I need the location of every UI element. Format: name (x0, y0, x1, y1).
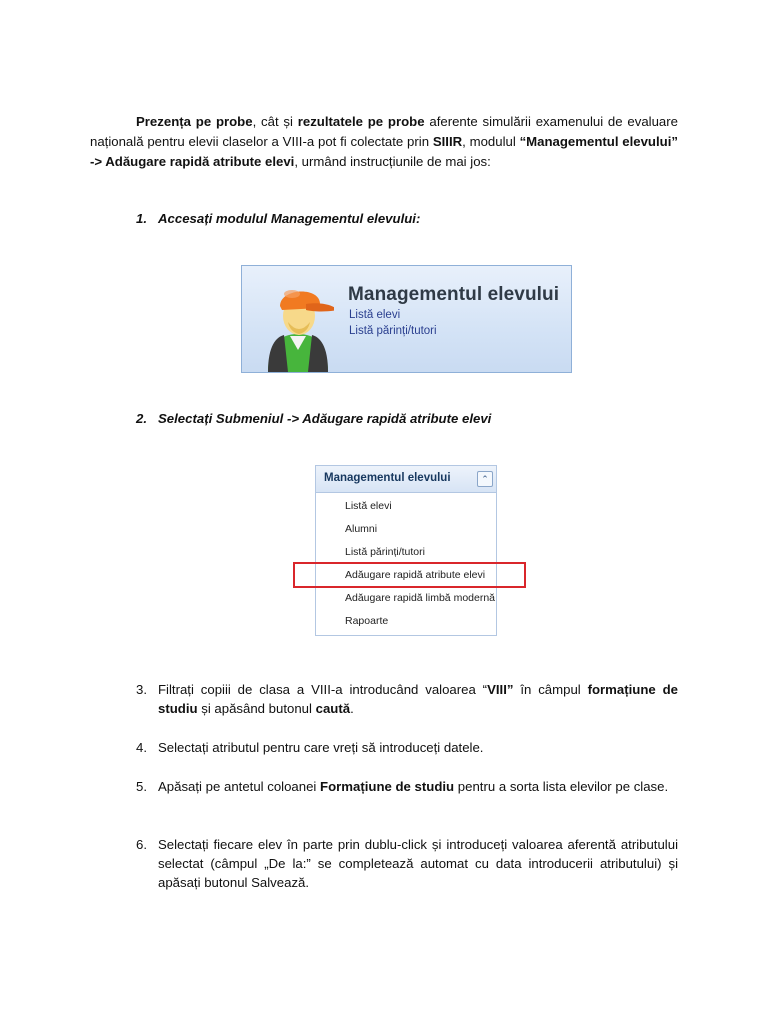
step-5-text: pentru a sorta lista elevilor pe clase. (454, 779, 669, 794)
highlight-box (293, 562, 526, 588)
step-3-bold-field: formațiune de studiu (158, 682, 678, 716)
step-number: 1. (136, 211, 147, 226)
module-title[interactable]: Managementul elevului (348, 284, 560, 305)
intro-bold-presence: Prezența pe probe (136, 114, 253, 129)
intro-text: , cât și (252, 114, 298, 129)
menu-item-reports[interactable]: Rapoarte (345, 615, 389, 627)
step-number: 2. (136, 411, 147, 426)
step-5-bold-column: Formațiune de studiu (320, 779, 455, 794)
step-4 (136, 738, 678, 757)
step-text (158, 680, 678, 718)
step-6 (136, 835, 678, 892)
step-3 (136, 680, 678, 718)
submenu-panel (315, 465, 497, 636)
intro-text: , modulul (462, 134, 520, 149)
step-3-text: în câmpul (513, 682, 588, 697)
step-5-text: Apăsați pe antetul coloanei (158, 779, 321, 794)
student-avatar-icon (262, 274, 334, 372)
step-number: 6. (136, 837, 147, 852)
menu-item-quick-add-attributes[interactable]: Adăugare rapidă atribute elevi (345, 569, 486, 581)
menu-item-alumni[interactable]: Alumni (345, 523, 378, 535)
module-banner[interactable] (241, 265, 572, 373)
step-3-text: și apăsând butonul (197, 701, 316, 716)
menu-item-student-list[interactable]: Listă elevi (345, 500, 392, 512)
intro-bold-results: rezultatele pe probe (297, 114, 425, 129)
step-text: Selectați atributul pentru care vreți să introduceți datele. (158, 740, 484, 755)
step-3-text: Filtrați copiii de clasa a VIII-a introducând valoarea “ (158, 682, 488, 697)
step-1-heading (136, 211, 420, 226)
intro-bold-siiir: SIIIR (432, 134, 463, 149)
step-3-bold-value: VIII” (487, 682, 514, 697)
step-3-bold-button: caută (315, 701, 351, 716)
intro-bold-module-path: “Managementul elevului” -> Adăugare rapidă atribute elevi (90, 134, 678, 169)
double-chevron-up-icon[interactable]: ⌃ (477, 471, 493, 487)
step-text: Selectați fiecare elev în parte prin dublu-click și introduceți valoarea aferentă atributului selectat (câmpul „De la:” se completează automat cu data introducerii atributului) și apăsați butonul Salvează. (158, 837, 678, 890)
link-parents-list[interactable]: Listă părinți/tutori (349, 325, 437, 337)
submenu-title: Managementul elevului (324, 472, 451, 484)
menu-item-parents-list[interactable]: Listă părinți/tutori (345, 546, 425, 558)
step-2-heading (136, 411, 491, 426)
step-number: 4. (136, 740, 147, 755)
step-text: Accesați modulul Managementul elevului: (158, 211, 421, 226)
step-5 (136, 777, 678, 796)
step-3-text: . (350, 701, 354, 716)
step-number: 3. (136, 682, 147, 697)
intro-text: aferente simulării examenului de evaluare națională pentru elevii claselor a VIII-a pot fi colectate prin (90, 114, 678, 149)
step-text (158, 777, 678, 796)
intro-paragraph (90, 112, 678, 172)
link-student-list[interactable]: Listă elevi (349, 309, 401, 321)
intro-text: , urmând instrucțiunile de mai jos: (294, 154, 491, 169)
menu-item-quick-add-language[interactable]: Adăugare rapidă limbă modernă (345, 592, 496, 604)
submenu-header (316, 466, 496, 493)
step-text: Selectați Submeniul -> Adăugare rapidă atribute elevi (158, 411, 492, 426)
step-number: 5. (136, 779, 147, 794)
